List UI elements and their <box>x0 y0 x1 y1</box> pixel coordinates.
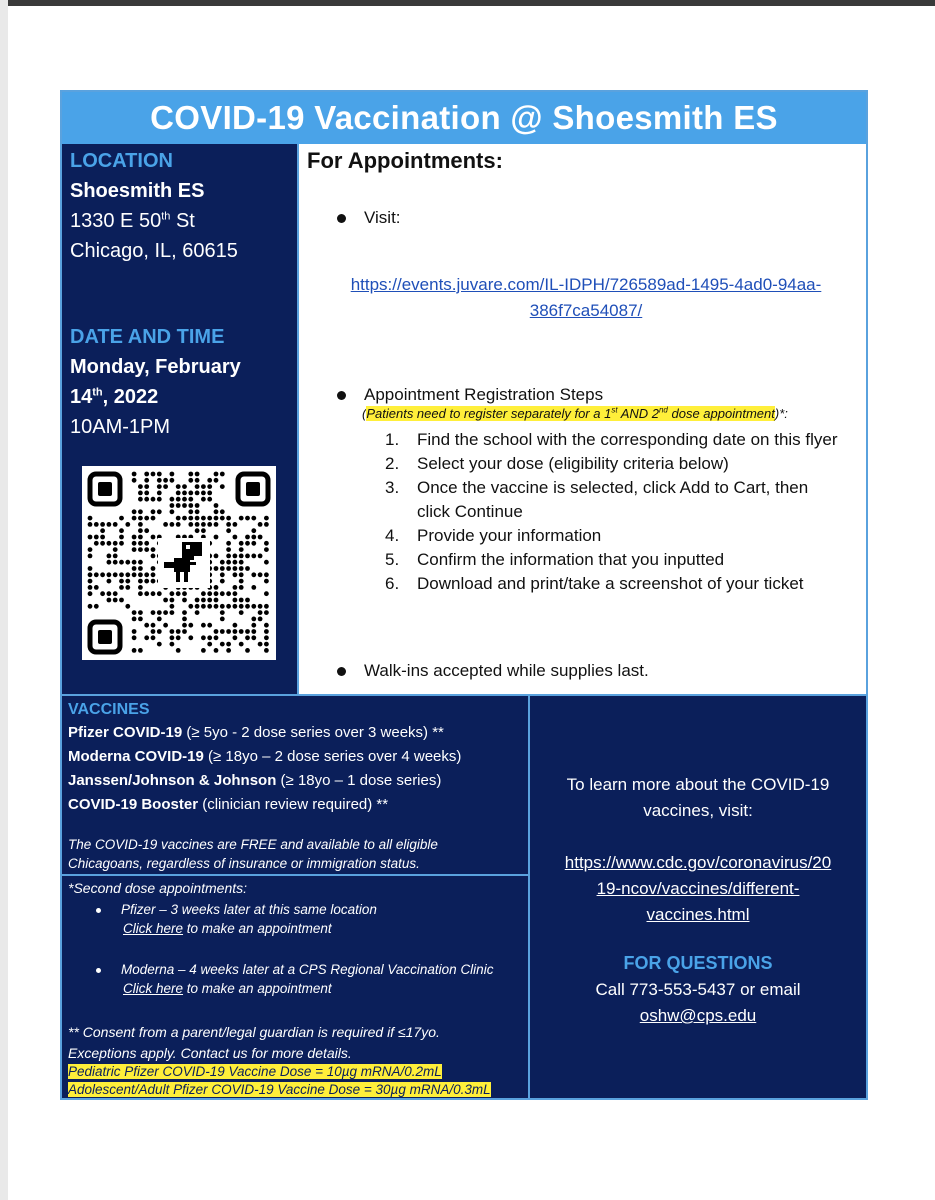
registration-step: 3. Once the vaccine is selected, click Add to Cart, then click Continue <box>385 478 809 521</box>
vaccine-item: Pfizer COVID-19 (≥ 5yo - 2 dose series over 3 weeks) ** <box>68 724 444 741</box>
bullet-icon <box>337 214 346 223</box>
steps-item: Appointment Registration Steps <box>337 385 603 405</box>
registration-step: 2. Select your dose (eligibility criteria below) <box>385 454 729 473</box>
email-link[interactable]: oshw@cps.edu <box>639 1006 757 1025</box>
pfizer-appointment: Click here to make an appointment <box>123 921 332 936</box>
location-city: Chicago, IL, 60615 <box>70 240 238 262</box>
registration-step: 4. Provide your information <box>385 526 602 545</box>
questions-heading: FOR QUESTIONS <box>623 953 773 973</box>
second-dose-heading: *Second dose appointments: <box>68 880 248 896</box>
registration-link[interactable]: https://events.juvare.com/IL-IDPH/726589ad-1495-4ad0-94aa- 386f7ca54087/ <box>350 275 822 320</box>
bullet-icon <box>337 391 346 400</box>
email-link-wrap <box>530 1006 866 1026</box>
walkins-item: Walk-ins accepted while supplies last. <box>337 661 649 681</box>
window-top-bar <box>0 0 935 6</box>
pediatric-dose: Pediatric Pfizer COVID-19 Vaccine Dose = 10µg mRNA/0.2mL <box>68 1064 442 1079</box>
location-heading: LOCATION <box>70 150 173 172</box>
time-range: 10AM-1PM <box>70 416 171 438</box>
consent-line1: ** Consent from a parent/legal guardian is required if ≤17yo. <box>68 1024 440 1040</box>
datetime-heading: DATE AND TIME <box>70 326 225 348</box>
moderna-appointment: Click here to make an appointment <box>123 981 332 996</box>
flyer-title: COVID-19 Vaccination @ Shoesmith ES <box>62 92 866 144</box>
section-divider <box>62 874 528 876</box>
vaccine-item: COVID-19 Booster (clinician review required) ** <box>68 796 389 813</box>
location-street: 1330 E 50th St <box>70 210 195 232</box>
registration-step: 5. Confirm the information that you inputted <box>385 550 725 569</box>
visit-item: Visit: <box>337 208 401 228</box>
qr-code[interactable] <box>82 466 276 660</box>
vaccine-item: Moderna COVID-19 (≥ 18yo – 2 dose series over 4 weeks) <box>68 748 462 765</box>
adult-dose: Adolescent/Adult Pfizer COVID-19 Vaccine Dose = 30µg mRNA/0.3mL <box>68 1082 491 1097</box>
registration-note: (Patients need to register separately for a 1st AND 2nd dose appointment)*: <box>362 405 788 421</box>
dino-icon <box>158 538 210 588</box>
location-name: Shoesmith ES <box>70 180 205 202</box>
qr-code-image <box>82 466 276 660</box>
date-line1: Monday, February <box>70 356 241 378</box>
free-line1: The COVID-19 vaccines are FREE and available to all eligible <box>68 837 438 852</box>
cdc-link[interactable]: https://www.cdc.gov/coronavirus/20 19-ncov/vaccines/different- vaccines.html <box>564 853 832 924</box>
vaccines-panel <box>62 694 528 1098</box>
questions-call: Call 773-553-5437 or email <box>595 980 801 999</box>
learn-more-text: To learn more about the COVID-19 vaccines, visit: <box>566 775 830 820</box>
learn-more-panel <box>528 694 866 1098</box>
moderna-click-here-link[interactable]: Click here <box>123 981 184 996</box>
consent-line2: Exceptions apply. Contact us for more details. <box>68 1045 352 1061</box>
window-left-edge <box>0 0 8 1200</box>
registration-steps <box>385 428 845 596</box>
pfizer-click-here-link[interactable]: Click here <box>123 921 184 936</box>
appointments-panel <box>297 144 866 694</box>
date-line2: 14th, 2022 <box>70 386 159 408</box>
vaccines-heading: VACCINES <box>68 701 150 718</box>
pfizer-second-dose: Pfizer – 3 weeks later at this same location <box>96 902 377 917</box>
moderna-second-dose: Moderna – 4 weeks later at a CPS Regional Vaccination Clinic <box>96 962 493 977</box>
vaccine-item: Janssen/Johnson & Johnson (≥ 18yo – 1 dose series) <box>68 772 442 789</box>
bullet-icon <box>96 908 101 913</box>
registration-step: 1. Find the school with the corresponding date on this flyer <box>385 430 838 449</box>
registration-step: 6. Download and print/take a screenshot of your ticket <box>385 574 804 593</box>
free-line2: Chicagoans, regardless of insurance or immigration status. <box>68 856 420 871</box>
bullet-icon <box>337 667 346 676</box>
bullet-icon <box>96 968 101 973</box>
appointments-heading: For Appointments: <box>307 148 503 173</box>
